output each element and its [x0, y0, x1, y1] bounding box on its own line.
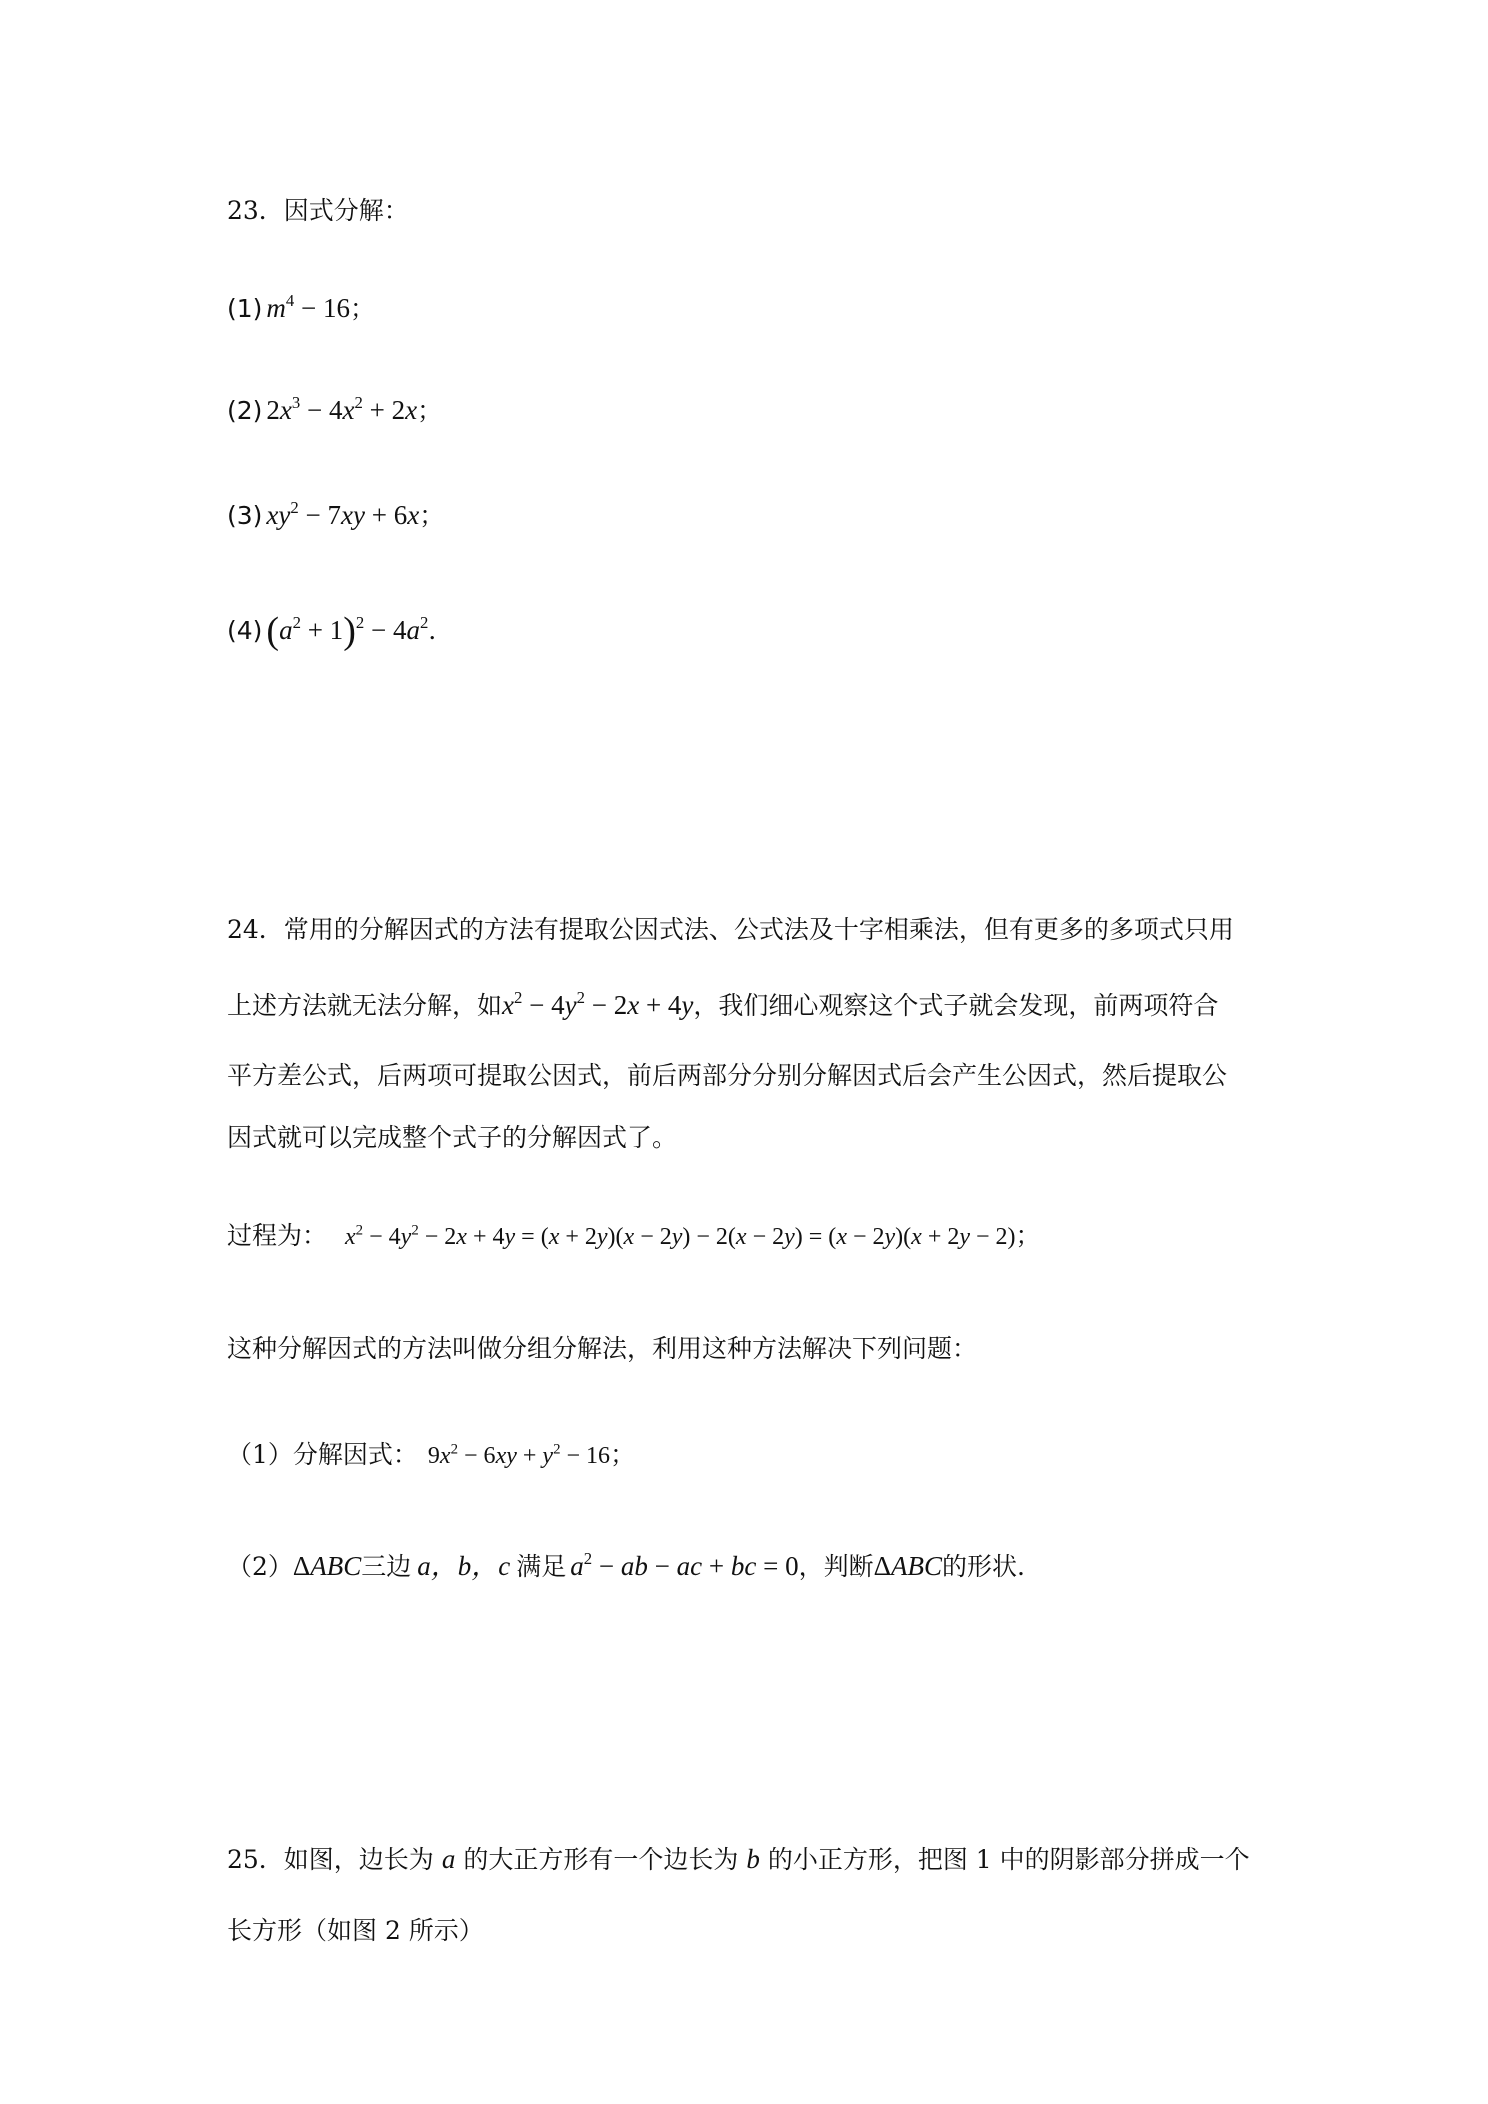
q24-process — [227, 1223, 1041, 1249]
q23-heading: 23．因式分解： — [227, 196, 409, 225]
q25-line1-b: b — [746, 1844, 760, 1874]
q24-sub2-mid: 三边 — [361, 1552, 412, 1581]
q24-process-expr: $x^2 - 4y^2 - 2x + 4y = (x + 2y)(x - 2y) - 2(x - 2y) = (x - 2y)(x + 2y - 2)$ — [345, 1222, 1016, 1250]
q23-item-4-expr: $(a^2 + 1)^2 - 4a^2$ — [266, 610, 429, 652]
q25-line-2: 长方形（如图 2 所示） — [227, 1916, 484, 1945]
q25-line1-mid: 的大正方形有一个边长为 — [463, 1845, 739, 1874]
q23-item-2-expr: $2x^3 - 4x^2 + 2x$ — [266, 393, 418, 425]
q23-item-1-expr: $m^4 - 16$ — [266, 291, 351, 323]
q23-item-2-suffix: ； — [417, 396, 443, 425]
q24-sub-2 — [227, 1549, 1025, 1581]
q24-sub1-expr: $9x^2 - 6xy + y^2 - 16$ — [427, 1441, 611, 1469]
q23-item-3-label: (3) — [227, 501, 263, 530]
q23-item-4 — [227, 612, 453, 650]
q24-sub2-vars: a，b，c — [417, 1551, 511, 1581]
q23-item-4-label: (4) — [227, 616, 263, 645]
q24-line2-before: 上述方法就无法分解，如 — [227, 991, 503, 1020]
q23-item-2 — [227, 393, 443, 425]
q24-sub2-tail-before: ，判断 — [798, 1552, 874, 1581]
q24-paragraph-line-4: 因式就可以完成整个式子的分解因式了。 — [227, 1123, 678, 1152]
q24-sub2-tail-after: 的形状. — [941, 1552, 1025, 1581]
q25-line1-before: 25．如图，边长为 — [227, 1845, 434, 1874]
q24-paragraph-line-1: 24．常用的分解因式的方法有提取公因式法、公式法及十字相乘法，但有更多的多项式只用 — [227, 915, 1234, 944]
q25-line1-a: a — [441, 1844, 456, 1874]
q23-item-2-label: (2) — [227, 396, 263, 425]
q23-item-1-label: (1) — [227, 294, 263, 323]
q24-line2-expr: $x^2 - 4y^2 - 2x + 4y$ — [502, 988, 694, 1020]
q24-process-suffix: ； — [1015, 1221, 1041, 1250]
q24-sub1-label: （1）分解因式： — [227, 1440, 418, 1469]
q23-item-1 — [227, 291, 376, 323]
q23-item-3-expr: $xy^2 - 7xy + 6x$ — [266, 498, 420, 530]
q24-process-label: 过程为： — [227, 1221, 328, 1250]
q24-sub2-cond-label: 满足 — [516, 1552, 567, 1581]
q25-line1-after: 的小正方形，把图 1 中的阴影部分拼成一个 — [767, 1845, 1250, 1874]
q24-sub2-label: （2） — [227, 1552, 293, 1581]
q24-sub1-suffix: ； — [610, 1440, 636, 1469]
q24-paragraph-line-2 — [227, 988, 1219, 1020]
q24-sub2-expr: $a^2$ − ab − ac + bc = 0 — [570, 1549, 799, 1581]
q24-sub2-tail-triangle: ΔABC — [873, 1551, 942, 1581]
q24-line2-after: ，我们细心观察这个式子就会发现，前两项符合 — [693, 991, 1219, 1020]
q23-item-1-suffix: ； — [350, 294, 376, 323]
q24-method-line: 这种分解因式的方法叫做分组分解法，利用这种方法解决下列问题： — [227, 1334, 978, 1363]
q24-sub-1 — [227, 1442, 635, 1468]
q23-item-3 — [227, 498, 445, 530]
q25-line-1 — [227, 1846, 1250, 1873]
q23-item-4-suffix: ． — [428, 616, 454, 645]
q24-sub2-triangle: ΔABC — [292, 1551, 362, 1581]
q24-paragraph-line-3: 平方差公式，后两项可提取公因式，前后两部分分别分解因式后会产生公因式，然后提取公 — [227, 1061, 1228, 1090]
q23-item-3-suffix: ； — [419, 501, 445, 530]
